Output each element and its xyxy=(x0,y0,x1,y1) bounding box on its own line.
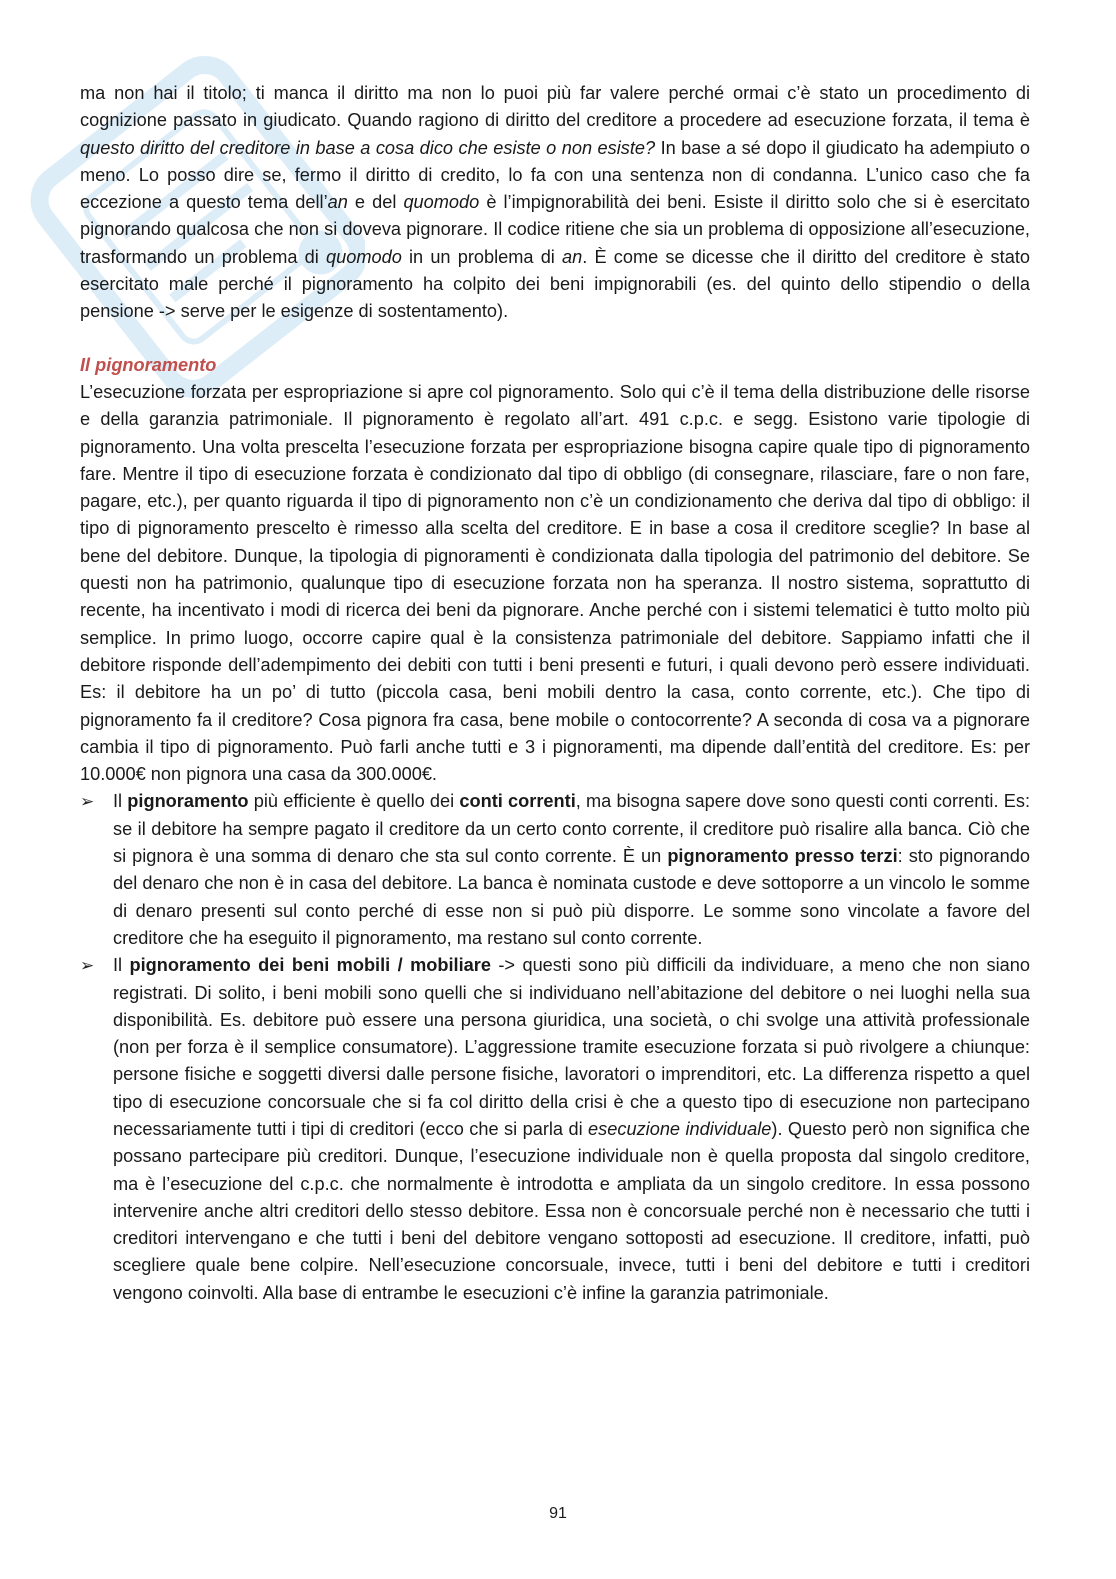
arrow-bullet-icon: ➢ xyxy=(80,956,95,976)
bullet-item-beni-mobili: ➢ Il pignoramento dei beni mobili / mobiliare -> questi sono più difficili da individuare, a meno che non siano registrati. Di solito, i beni mobili sono quelli che si individuano nell’abitazione del debitore o nei luoghi nella sua disponibilità. Es. debitore può essere una persona giuridica, una società, o chi svolge una attività professionale (non per forza è il semplice consumatore). L’aggressione tramite esecuzione forzata si può rivolgere a chiunque: persone fisiche e soggetti diversi dalle persone fisiche, lavoratori o imprenditori, etc. La differenza rispetto a quel tipo di esecuzione concorsuale che si fa col diritto della crisi è che a questo tipo di esecuzione non partecipano necessariamente tutti i tipi di creditori (ecco che si parla di esecuzione individuale). Questo però non significa che possano partecipare più creditori. Dunque, l’esecuzione individuale non è quella proposta dal singolo creditore, ma è l’esecuzione del c.p.c. che normalmente è introdotta e ampliata da un singolo creditore. In essa possono intervenire anche altri creditori dello stesso debitore. Essa non è concorsuale perché non è necessario che tutti i creditori intervengano e che tutti i beni del debitore vengano sottoposti ad esecuzione. Il creditore, infatti, può scegliere quale bene colpire. Nell’esecuzione concorsuale, invece, tutti i beni del debitore e tutti i creditori vengono coinvolti. Alla base di entrambe le esecuzioni c’è infine la garanzia patrimoniale. xyxy=(80,952,1030,1307)
intro-paragraph: ma non hai il titolo; ti manca il diritto ma non lo puoi più far valere perché ormai c’è stato un procedimento di cognizione passato in giudicato. Quando ragiono di diritto del creditore a procedere ad esecuzione forzata, il tema è questo diritto del creditore in base a cosa dico che esiste o non esiste? In base a sé dopo il giudicato ha adempiuto o meno. Lo posso dire se, fermo il diritto di credito, lo fa con una sentenza non di condanna. L’unico caso che fa eccezione a questo tema dell’an e del quomodo è l’impignorabilità dei beni. Esiste il diritto solo che si è esercitato pignorando qualcosa che non si doveva pignorare. Il codice ritiene che sia un problema di opposizione all’esecuzione, trasformando un problema di quomodo in un problema di an. È come se dicesse che il diritto del creditore è stato esercitato male perché il pignoramento ha colpito dei beni impignorabili (es. del quinto dello stipendio o della pensione -> serve per le esigenze di sostentamento). xyxy=(80,83,1031,322)
bullet-item-conti-correnti: ➢ Il pignoramento più efficiente è quello dei conti correnti, ma bisogna sapere dove sono questi conti correnti. Es: se il debitore ha sempre pagato il creditore da un certo conto corrente, il creditore può risalire alla banca. Ciò che si pignora è una somma di denaro che sta sul conto corrente. È un pignoramento presso terzi: sto pignorando del denaro che non è in casa del debitore. La banca è nominata custode e deve sottoporre a un vincolo le somme di denaro presenti sul conto perché di esse non si può più disporre. Le somme sono vincolate a favore del creditore che ha eseguito il pignoramento, ma restano sul conto corrente. xyxy=(80,788,1030,952)
document-page xyxy=(80,80,1030,1307)
arrow-bullet-icon: ➢ xyxy=(80,792,95,812)
section-heading: Il pignoramento xyxy=(80,354,217,375)
bullet-list xyxy=(80,788,1030,1307)
section-paragraph: L’esecuzione forzata per espropriazione si apre col pignoramento. Solo qui c’è il tema della distribuzione delle risorse e della garanzia patrimoniale. Il pignoramento è regolato all’art. 491 c.p.c. e segg. Esistono varie tipologie di pignoramento. Una volta prescelta l’esecuzione forzata per espropriazione bisogna capire quale tipo di pignoramento fare. Mentre il tipo di esecuzione forzata è condizionato dal tipo di obbligo (di consegnare, rilasciare, fare o non fare, pagare, etc.), per quanto riguarda il tipo di pignoramento non c’è un condizionamento che deriva dal tipo di obbligo: il tipo di pignoramento prescelto è rimesso alla scelta del creditore. E in base a cosa il creditore sceglie? In base al bene del debitore. Dunque, la tipologia di pignoramenti è condizionata dalla tipologia del patrimonio del debitore. Se questi non ha patrimonio, qualunque tipo di esecuzione forzata non ha speranza. Il nostro sistema, soprattutto di recente, ha incentivato i modi di ricerca dei beni da pignorare. Anche perché con i sistemi telematici è tutto molto più semplice. In primo luogo, occorre capire qual è la consistenza patrimoniale del debitore. Sappiamo infatti che il debitore risponde dell’adempimento dei debiti con tutti i beni presenti e futuri, i quali devono però essere individuati. Es: il debitore ha un po’ di tutto (piccola casa, beni mobili dentro la casa, conto corrente, etc.). Che tipo di pignoramento fa il creditore? Cosa pignora fra casa, bene mobile o contocorrente? A seconda di cosa va a pignorare cambia il tipo di pignoramento. Può farli anche tutti e 3 i pignoramenti, ma dipende dall’entità del creditore. Es: per 10.000€ non pignora una casa da 300.000€. xyxy=(80,381,1030,785)
page-number: 91 xyxy=(549,1505,567,1522)
